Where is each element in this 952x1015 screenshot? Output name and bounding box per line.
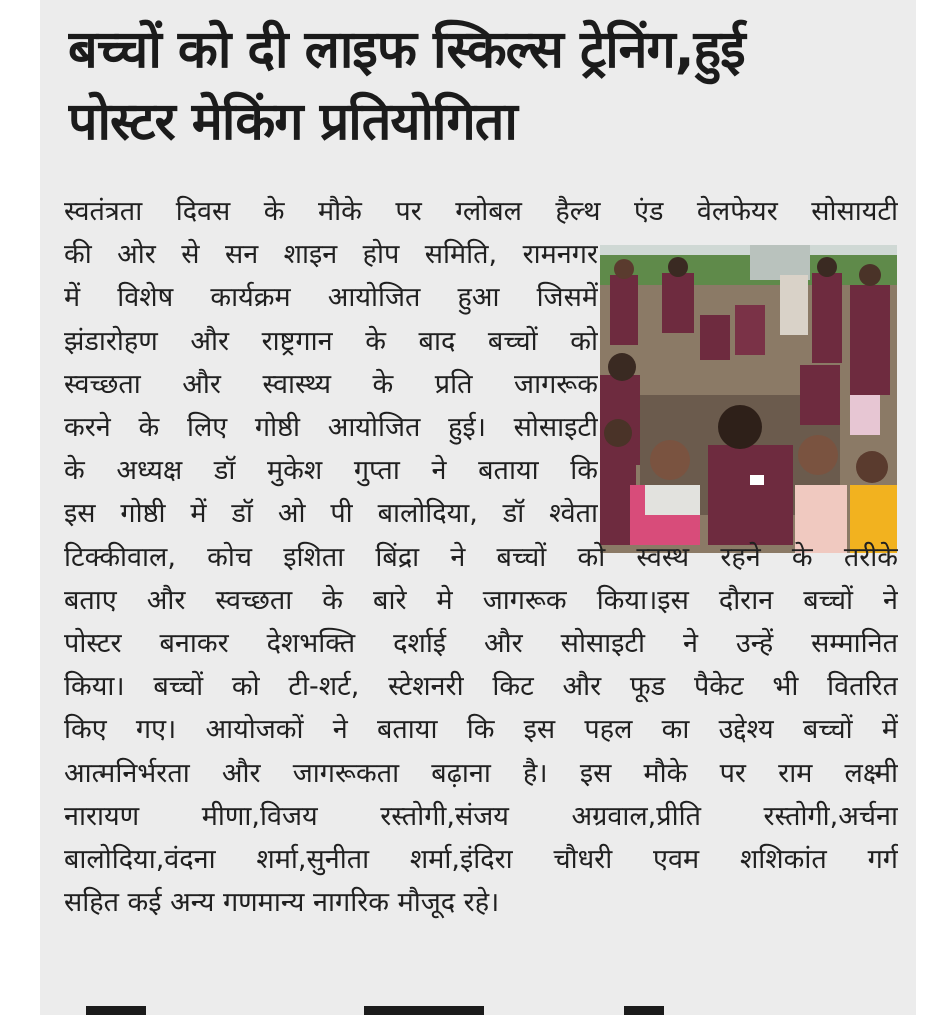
article-body: [64, 190, 898, 924]
left-margin: [0, 0, 40, 1015]
body-line: किए गए। आयोजकों ने बताया कि इस पहल का उद्देश्य बच्चों में: [64, 714, 898, 746]
body-line: नारायण मीणा,विजय रस्तोगी,संजय अग्रवाल,प्रीति रस्तोगी,अर्चना: [64, 800, 898, 832]
body-line: पोस्टर बनाकर देशभक्ति दर्शाई और सोसाइटी ने उन्हें सम्मानित: [64, 628, 898, 660]
body-line: इस गोष्ठी में डॉ ओ पी बालोदिया, डॉ श्वेता: [64, 498, 598, 530]
body-line: में विशेष कार्यक्रम आयोजित हुआ जिसमें: [64, 282, 598, 314]
body-line: स्वतंत्रता दिवस के मौके पर ग्लोबल हैल्थ एंड वेलफेयर सोसायटी: [64, 196, 898, 227]
body-line: के अध्यक्ष डॉ मुकेश गुप्ता ने बताया कि: [64, 455, 598, 487]
body-line: की ओर से सन शाइन होप समिति, रामनगर: [64, 239, 598, 271]
body-line: बालोदिया,वंदना शर्मा,सुनीता शर्मा,इंदिरा चौधरी एवम शशिकांत गर्ग: [64, 844, 898, 876]
headline-line-1: बच्चों को दी लाइफ स्किल्स ट्रेनिंग,हुई: [68, 20, 745, 80]
body-line: स्वच्छता और स्वास्थ्य के प्रति जागरूक: [64, 368, 598, 400]
right-margin: [916, 0, 952, 1015]
body-line: सहित कई अन्य गणमान्य नागरिक मौजूद रहे।: [64, 887, 500, 919]
text-fragment: [86, 1006, 146, 1015]
article-headline: [68, 14, 888, 158]
body-line: बताए और स्वच्छता के बारे मे जागरूक किया।इस दौरान बच्चों ने: [64, 584, 898, 616]
next-article-headline-fragment: [64, 1000, 884, 1015]
text-fragment: [364, 1006, 484, 1015]
body-line: टिक्कीवाल, कोच इशिता बिंद्रा ने बच्चों को स्वस्थ रहने के तरीके: [64, 541, 898, 573]
body-line: करने के लिए गोष्ठी आयोजित हुई। सोसाइटी: [64, 412, 598, 444]
text-fragment: [624, 1006, 664, 1015]
body-line: झंडारोहण और राष्ट्रगान के बाद बच्चों को: [64, 325, 598, 357]
body-line: किया। बच्चों को टी-शर्ट, स्टेशनरी किट और फूड पैकेट भी वितरित: [64, 671, 898, 703]
headline-line-2: पोस्टर मेकिंग प्रतियोगिता: [68, 92, 517, 152]
body-line: आत्मनिर्भरता और जागरूकता बढ़ाना है। इस मौके पर राम लक्ष्मी: [64, 757, 898, 789]
